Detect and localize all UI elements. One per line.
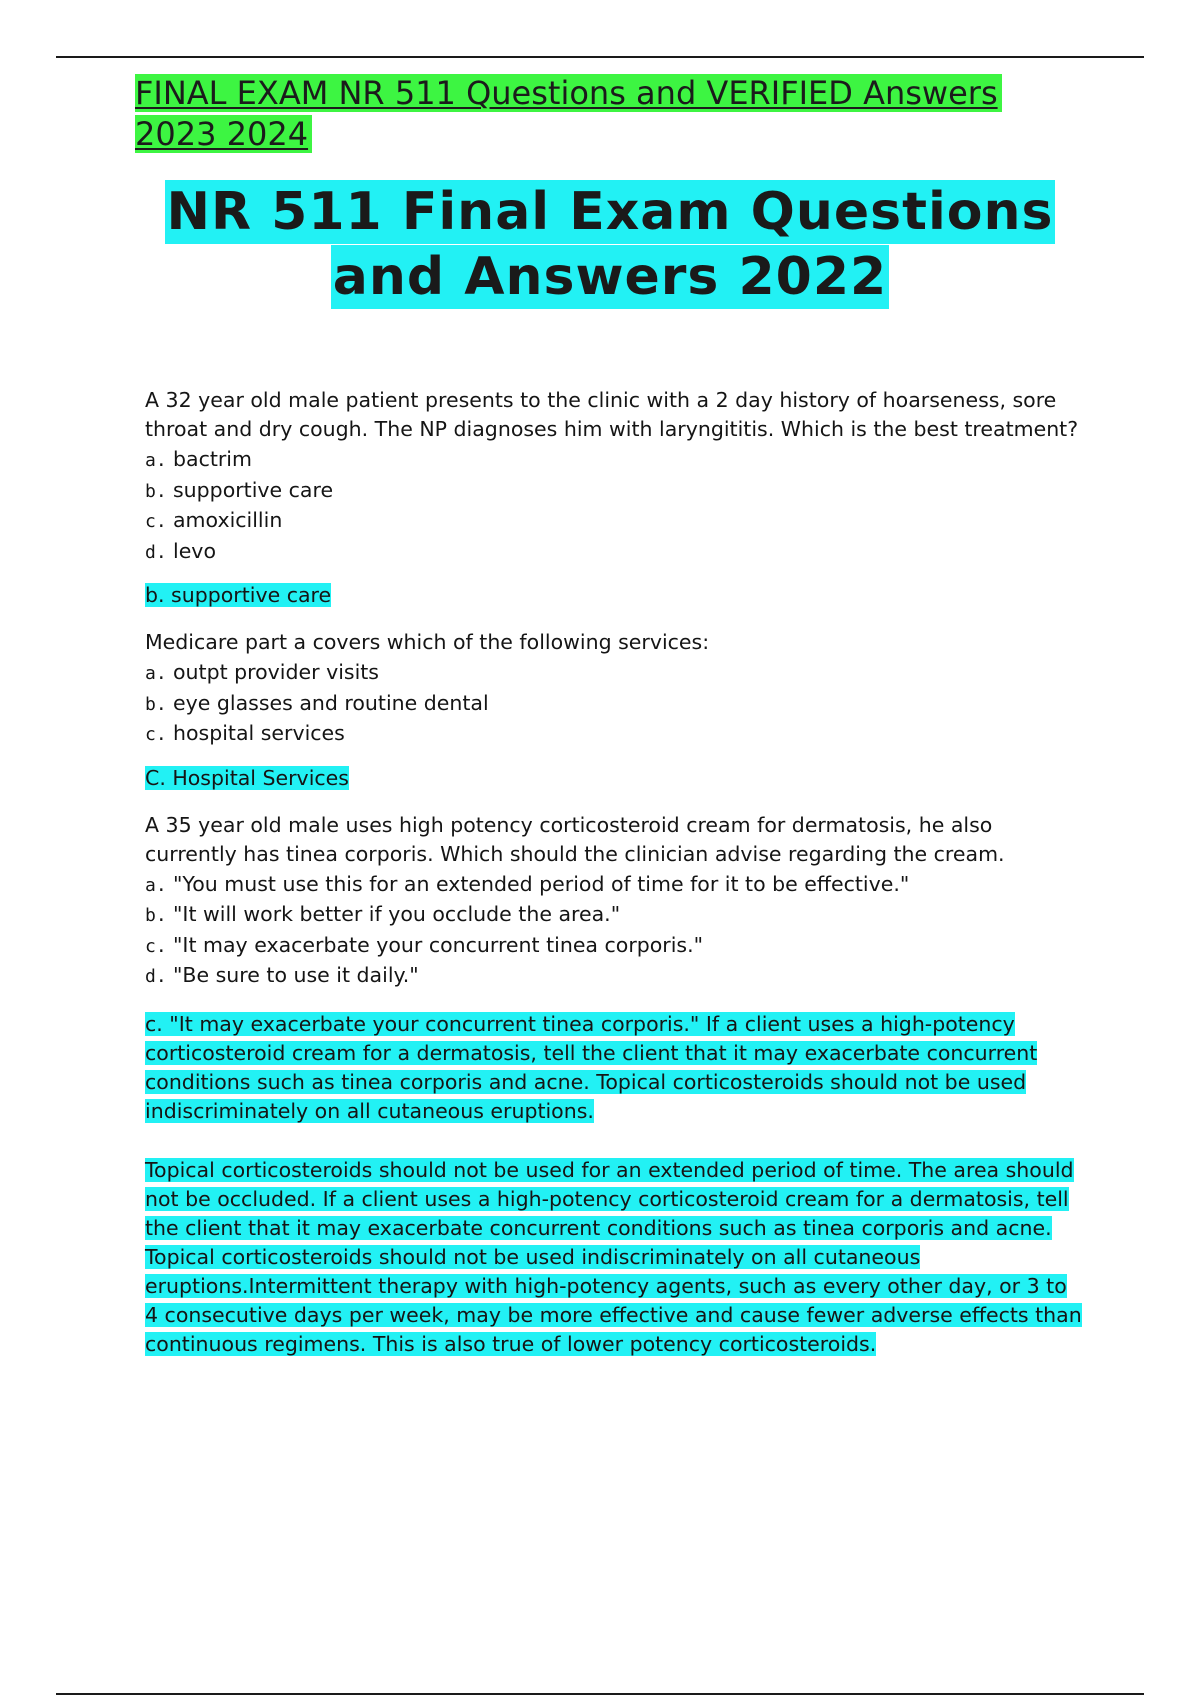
option-item: [145, 658, 1085, 689]
document-title-text: FINAL EXAM NR 511 Questions and VERIFIED Answers 2023 2024: [135, 74, 1002, 153]
option-letter: a.: [145, 663, 167, 684]
option-letter: c.: [145, 724, 167, 745]
explanation-text: [145, 1156, 1085, 1359]
answer-highlight: b. supportive care: [145, 583, 332, 607]
option-text: outpt provider visits: [173, 660, 379, 684]
option-list: [145, 658, 1085, 750]
option-item: [145, 689, 1085, 720]
answer-text: [145, 764, 1085, 793]
option-item: [145, 476, 1085, 507]
answer-highlight: c. "It may exacerbate your concurrent tinea corporis." If a client uses a high-potency corticosteroid cream for a dermatosis, tell the client that it may exacerbate concurrent conditions such as tinea corporis and acne. Topical corticosteroids should not be used indiscriminately on all cutaneous eruptions.: [145, 1011, 1038, 1123]
question-block-1: [145, 386, 1085, 610]
document-title: [135, 73, 1065, 155]
option-item: [145, 961, 1085, 992]
option-text: "It will work better if you occlude the area.": [173, 902, 621, 926]
option-text: supportive care: [173, 477, 334, 502]
option-item: [145, 445, 1085, 476]
option-letter: a.: [145, 450, 167, 471]
option-item: [145, 719, 1085, 750]
question-text: A 35 year old male uses high potency corticosteroid cream for dermatosis, he also currently has tinea corporis. Which should the clinician advise regarding the cream.: [145, 812, 1005, 866]
option-text: amoxicillin: [173, 508, 283, 532]
answer-text: [145, 581, 1085, 610]
answer-highlight: C. Hospital Services: [145, 765, 349, 790]
option-item: [145, 900, 1085, 931]
explanation-highlight: Topical corticosteroids should not be used for an extended period of time. The area should not be occluded. If a client uses a high-potency corticosteroid cream for a dermatosis, tell the client that it may exacerbate concurrent conditions such as tinea corporis and acne. Topical corticosteroids should not be used indiscriminately on all cutaneous eruptions.Intermittent therapy with high-potency agents, such as every other day, or 3 to 4 consecutive days per week, may be more effective and cause fewer adverse effects than continuous regimens. This is also true of lower potency corticosteroids.: [145, 1157, 1082, 1356]
question-block-2: [145, 628, 1085, 793]
main-heading: [140, 180, 1080, 310]
option-text: "It may exacerbate your concurrent tinea corporis.": [173, 932, 704, 957]
option-letter: c.: [145, 935, 167, 957]
option-list: [145, 870, 1085, 992]
top-rule: [56, 56, 1144, 58]
option-item: [145, 506, 1085, 537]
option-text: bactrim: [173, 447, 252, 471]
option-letter: b.: [145, 480, 167, 502]
option-text: levo: [173, 538, 216, 563]
bottom-rule: [56, 1693, 1144, 1695]
option-item: [145, 870, 1085, 901]
option-item: [145, 931, 1085, 962]
option-text: "Be sure to use it daily.": [173, 963, 419, 987]
document-content: [145, 386, 1085, 1359]
option-text: eye glasses and routine dental: [173, 690, 489, 715]
option-list: [145, 445, 1085, 567]
option-text: hospital services: [173, 721, 345, 745]
main-heading-text: NR 511 Final Exam Questions and Answers 2022: [166, 182, 1054, 307]
option-letter: c.: [145, 511, 167, 532]
option-letter: d.: [145, 541, 167, 563]
question-text: A 32 year old male patient presents to the clinic with a 2 day history of hoarseness, sore throat and dry cough. The NP diagnoses him with laryngititis. Which is the best treatment?: [145, 388, 1079, 441]
option-letter: b.: [145, 693, 167, 715]
option-letter: d.: [145, 966, 167, 987]
question-block-3: [145, 811, 1085, 1359]
answer-text: [145, 1010, 1085, 1126]
question-text: Medicare part a covers which of the following services:: [145, 630, 710, 654]
option-letter: a.: [145, 874, 167, 896]
option-item: [145, 537, 1085, 568]
option-text: "You must use this for an extended period of time for it to be effective.": [173, 871, 910, 896]
option-letter: b.: [145, 905, 167, 926]
